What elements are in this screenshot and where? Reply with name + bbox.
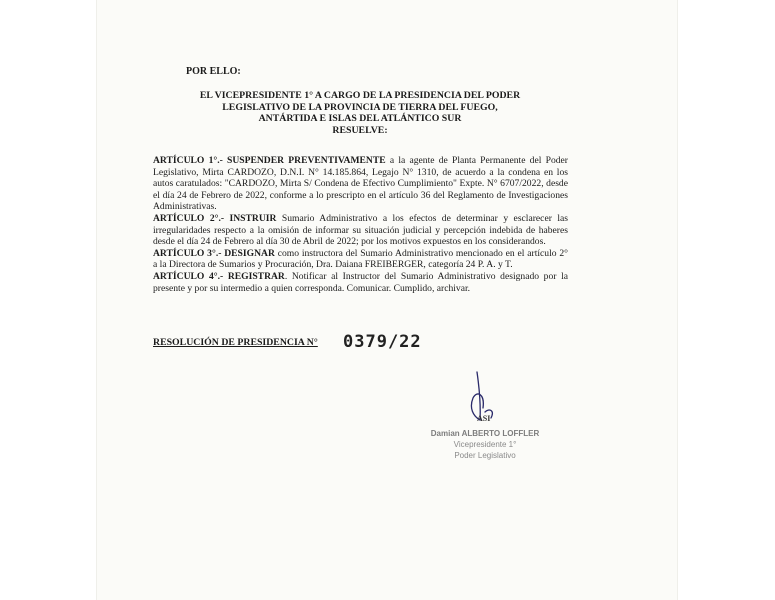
stamp-title: Vicepresidente 1° <box>453 440 517 449</box>
svg-text:ASI: ASI <box>477 414 491 423</box>
article-2 <box>153 213 568 248</box>
article-1 <box>153 155 568 213</box>
article-2-label: ARTÍCULO 2°.- INSTRUIR <box>153 212 277 224</box>
article-4 <box>153 271 568 294</box>
resolution-heading <box>175 90 545 136</box>
article-3-text: como instructora del Sumario Administrativo mencionado en el artículo 2° a la Directora de Sumarios y Procuración, Dra. Daiana FREIBERGER, categoría 24 P. A. y T. <box>153 247 569 271</box>
resolution-number: 0379/22 <box>343 332 422 352</box>
article-1-label: ARTÍCULO 1°.- SUSPENDER PREVENTIVAMENTE <box>153 155 386 166</box>
resolution-label: RESOLUCIÓN DE PRESIDENCIA N° <box>153 337 318 348</box>
stamp-name: Damian ALBERTO LOFFLER <box>430 429 540 438</box>
heading-resuelve: RESUELVE: <box>332 124 388 136</box>
article-4-label: ARTÍCULO 4°.- REGISTRAR <box>153 270 285 282</box>
handwritten-signature <box>455 368 525 428</box>
heading-line-1: EL VICEPRESIDENTE 1° A CARGO DE LA PRESIDENCIA DEL PODER <box>199 90 521 101</box>
signature-stamp <box>420 428 550 461</box>
article-4-text: . Notificar al Instructor del Sumario Administrativo designado por la presente y por su intermedio a quien corresponda. Comunicar. Cumplido, archivar. <box>153 270 568 294</box>
por-ello-heading: POR ELLO: <box>186 66 241 77</box>
article-1-text: a la agente de Planta Permanente del Poder Legislativo, Mirta CARDOZO, D.N.I. N° 14.185.864, Legajo N° 1310, de acuerdo a la condena en los autos caratulados: "CARDOZO, Mirta S/ Condena de Efectivo Cumplimiento" Expte. N° 6707/2022, desde el día 24 de Febrero de 2022, conforme a lo prescripto en el artículo 36 del Reglamento de Investigaciones Administrativas. <box>153 155 568 213</box>
article-3-label: ARTÍCULO 3°.- DESIGNAR <box>153 247 275 259</box>
articles-block <box>153 155 568 294</box>
article-3 <box>153 248 568 271</box>
stamp-org: Poder Legislativo <box>454 451 516 460</box>
heading-line-3: ANTÁRTIDA E ISLAS DEL ATLÁNTICO SUR <box>258 113 462 125</box>
heading-line-2: LEGISLATIVO DE LA PROVINCIA DE TIERRA DEL FUEGO, <box>222 101 498 113</box>
article-2-text: Sumario Administrativo a los efectos de determinar y esclarecer las irregularidades respecto a la omisión de informar su situación judicial y percepción indebida de haberes desde el día 24 de Febrero al día 30 de Abril de 2022; por los motivos expuestos en los considerandos. <box>153 212 569 248</box>
